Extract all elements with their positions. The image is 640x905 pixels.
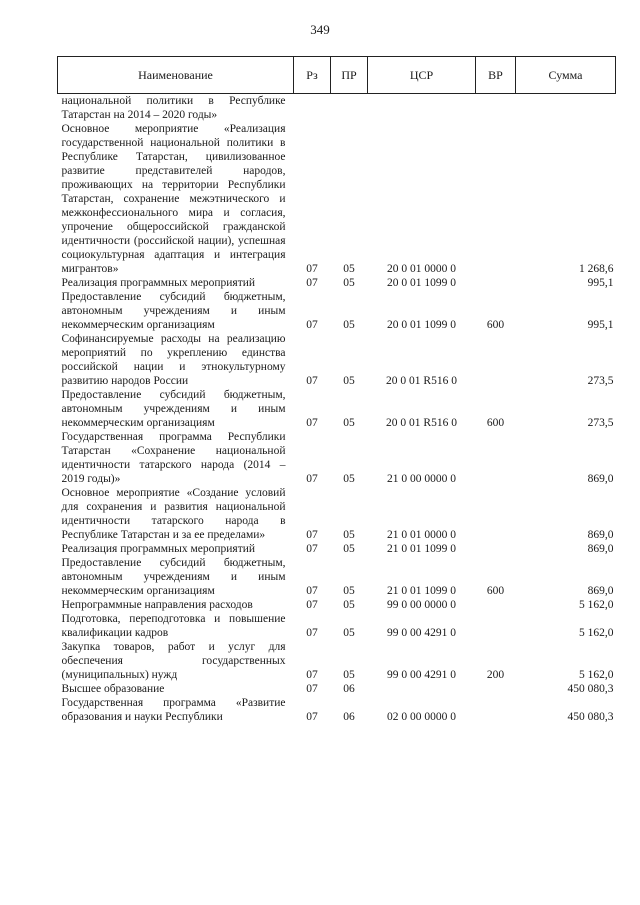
row-rz: 07 [306,417,318,429]
table-row [58,682,616,696]
row-csr: 21 0 01 0000 0 [387,529,456,541]
row-vr: 600 [486,319,505,331]
row-pr: 05 [343,585,355,597]
row-csr: 20 0 01 1099 0 [387,319,456,331]
row-csr: 99 0 00 4291 0 [387,627,456,639]
row-pr [331,94,368,123]
row-rz: 07 [306,711,318,723]
row-sum: 5 162,0 [579,599,614,611]
row-name: Софинансируемые расходы на реализацию мероприятий по укреплению единства российской нации и этнокультурному развитию народов России [61,333,286,387]
row-vr [476,332,516,388]
row-vr: 600 [486,417,505,429]
row-sum: 450 080,3 [567,683,614,695]
row-rz: 07 [306,599,318,611]
row-name: Государственная программа «Развитие образования и науки Республики [61,697,286,723]
row-vr [476,696,516,724]
row-pr: 05 [343,473,355,485]
table-row [58,332,616,388]
row-name: Основное мероприятие «Создание условий для сохранения и развития национальной идентичности татарского народа в Республике Татарстан и за ее пределами» [61,487,286,541]
row-sum: 5 162,0 [579,669,614,681]
row-csr: 02 0 00 0000 0 [387,711,456,723]
row-rz: 07 [306,277,318,289]
row-rz: 07 [306,529,318,541]
row-vr [476,542,516,556]
row-name: Предоставление субсидий бюджетным, автономным учреждениям и иным некоммерческим организациям [61,389,286,429]
row-vr [476,276,516,290]
row-csr: 21 0 01 1099 0 [387,543,456,555]
row-name: Непрограммные направления расходов [61,599,253,611]
row-pr: 05 [343,375,355,387]
row-sum: 869,0 [587,473,614,485]
row-sum: 869,0 [587,585,614,597]
table-row [58,598,616,612]
row-rz: 07 [306,473,318,485]
row-pr: 05 [343,417,355,429]
row-csr: 20 0 01 R516 0 [386,417,457,429]
row-pr: 05 [343,529,355,541]
table-row [58,430,616,486]
row-vr [476,682,516,696]
row-vr [476,612,516,640]
table-row [58,94,616,123]
row-sum: 869,0 [587,529,614,541]
row-rz: 07 [306,543,318,555]
header-csr: ЦСР [368,57,476,94]
row-pr: 05 [343,263,355,275]
row-csr: 99 0 00 4291 0 [387,669,456,681]
row-sum: 869,0 [587,543,614,555]
row-sum: 5 162,0 [579,627,614,639]
row-name: Закупка товаров, работ и услуг для обеспечения государственных (муниципальных) нужд [61,641,286,681]
row-rz [294,94,331,123]
row-pr: 05 [343,543,355,555]
row-vr [476,94,516,123]
row-vr [476,122,516,276]
table-row [58,290,616,332]
row-vr [476,430,516,486]
table-row [58,388,616,430]
row-sum: 995,1 [587,319,614,331]
table-row [58,276,616,290]
row-name: Высшее образование [61,683,165,695]
row-rz: 07 [306,585,318,597]
page-number: 349 [310,22,330,37]
row-pr: 05 [343,627,355,639]
row-sum [516,94,616,123]
row-name: Реализация программных мероприятий [61,277,256,289]
row-pr: 05 [343,319,355,331]
budget-table [57,56,616,724]
table-row [58,612,616,640]
row-sum: 450 080,3 [567,711,614,723]
row-rz: 07 [306,319,318,331]
header-name: Наименование [58,57,294,94]
row-vr: 600 [486,585,505,597]
row-csr: 20 0 01 0000 0 [387,263,456,275]
row-pr: 06 [343,711,355,723]
header-vr: ВР [476,57,516,94]
row-rz: 07 [306,683,318,695]
row-pr: 05 [343,669,355,681]
row-rz: 07 [306,263,318,275]
row-csr: 20 0 01 1099 0 [387,277,456,289]
row-rz: 07 [306,669,318,681]
row-name: Предоставление субсидий бюджетным, автономным учреждениям и иным некоммерческим организациям [61,291,286,331]
row-rz: 07 [306,375,318,387]
row-csr [368,94,476,123]
row-sum: 273,5 [587,417,614,429]
table-row [58,122,616,276]
table-row [58,486,616,542]
row-csr: 21 0 00 0000 0 [387,473,456,485]
row-sum: 995,1 [587,277,614,289]
row-name: Реализация программных мероприятий [61,543,256,555]
row-vr [476,598,516,612]
row-name: Подготовка, переподготовка и повышение квалификации кадров [61,613,286,639]
row-rz: 07 [306,627,318,639]
table-row [58,542,616,556]
row-name: Предоставление субсидий бюджетным, автономным учреждениям и иным некоммерческим организациям [61,557,286,597]
table-row [58,640,616,682]
row-pr: 05 [343,599,355,611]
table-header-row [58,57,616,94]
row-name: Государственная программа Республики Татарстан «Сохранение национальной идентичности татарского народа (2014 – 2019 годы)» [61,431,286,485]
row-vr [476,486,516,542]
row-pr: 06 [343,683,355,695]
row-csr: 20 0 01 R516 0 [386,375,457,387]
row-name: Основное мероприятие «Реализация государственной национальной политики в Республике Татарстан, цивилизованное развитие представителей народов, проживающих на территории Республики Татарстан, сохранение межэтнического и межконфессионального мира и согласия, упрочение общероссийской гражданской идентичности (российской нации), успешная социокультурная адаптация и интеграция мигрантов» [61,123,286,275]
row-pr: 05 [343,277,355,289]
row-csr: 21 0 01 1099 0 [387,585,456,597]
row-vr: 200 [486,669,505,681]
header-sum: Сумма [516,57,616,94]
header-pr: ПР [331,57,368,94]
table-row [58,696,616,724]
row-sum: 1 268,6 [579,263,614,275]
row-csr: 99 0 00 0000 0 [387,599,456,611]
row-csr [368,682,476,696]
table-row [58,556,616,598]
row-sum: 273,5 [587,375,614,387]
row-name: национальной политики в Республике Татарстан на 2014 – 2020 годы» [61,95,286,121]
header-rz: Рз [294,57,331,94]
